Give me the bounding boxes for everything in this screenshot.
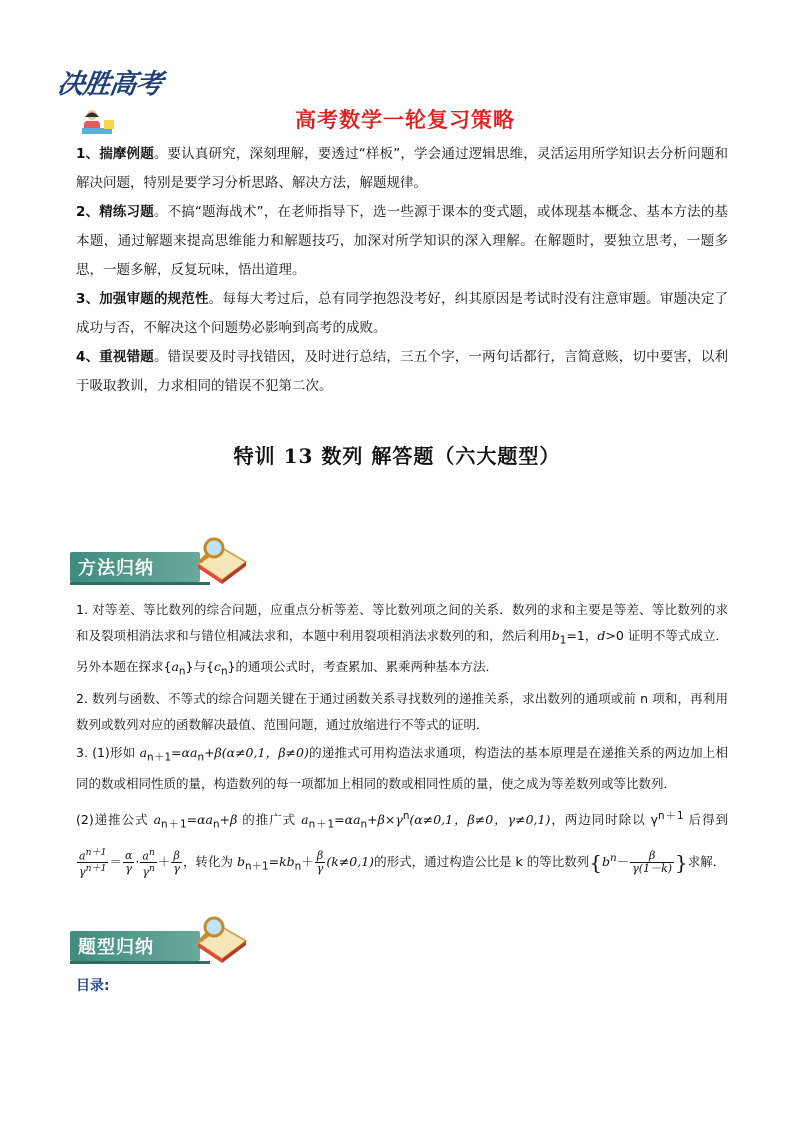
section-title: 特训 13 数列 解答题（六大题型） — [233, 444, 561, 468]
main-title: 高考数学一轮复习策略 — [295, 108, 515, 132]
tip-heading: 揣摩例题 — [99, 146, 154, 162]
tip-1 — [76, 140, 728, 198]
method-3: 3. (1)形如 $a_{n+1}=\alpha a_n+\beta(\alpha\ne 0,1$，β≠0)的递推式可用构造法求通项，构造法的基本原理是在递推关系的两边加上相同的数或相同性质的量，构造数列的每一项都加上相同的数或相同性质的量，使之成为等差数列或等比数列． — [76, 745, 728, 791]
method-4: (2)递推公式 $a_{n+1}=\alpha a_n+\beta$ 的推广式 $a_{n+1}=\alpha a_n+\beta\times\gamma^n(\alpha\ne 0,1$，β≠0，γ≠0,1)，两边同时除以 $\gamma^{n+1}$ 后得到 $\frac{a^{n+1}}{\gamma^{n+1}}$ ＝ $\frac{\alpha}{\gamma}$ · $\frac{a^n}{\gamma^n}$ ＋ $\frac{\beta}{\gamma}$ ，转化为 $b_{n+1}=kb_n+$ $\frac{\beta}{\gamma}$ (k≠0,1)的形式，通过构造公比是 k 的等比数列{$b^n-$ $\frac{\beta}{\gamma(1-k)}$ }求解． — [76, 809, 729, 879]
study-tips — [76, 140, 728, 401]
method-2: 2. 数列与函数、不等式的综合问题关键在于通过函数关系寻找数列的递推关系，求出数列的通项或前 n 项和，再利用数列或数列对应的函数解决最值、范围问题，通过放缩进行不等式的证明． — [76, 691, 728, 732]
fraction: $\frac{\beta}{\gamma(1-k)}$ — [632, 849, 673, 876]
logo-text: 决胜高考 — [55, 69, 164, 100]
tip-heading: 重视错题 — [99, 349, 154, 365]
banner-label: 题型归纳 — [78, 937, 154, 958]
tip-number: 2、 — [76, 204, 100, 220]
tip-number: 1、 — [76, 146, 100, 162]
fraction: $\frac{\alpha}{\gamma}$ — [124, 849, 133, 876]
tip-heading: 加强审题的规范性 — [99, 291, 209, 307]
fraction: $\frac{a^n}{\gamma^n}$ — [142, 846, 155, 879]
method-1: 1. 对等差、等比数列的综合问题，应重点分析等差、等比数列项之间的关系．数列的求和主要是等差、等比数列的求和及裂项相消法求和与错位相减法求和，本题中利用裂项相消法求数列的和，然后利用$b_1=1$，d>0 证明不等式成立．另外本题在探求$\{a_n\}$与$\{c_n\}$的通项公式时，考查累加、累乘两种基本方法． — [76, 602, 728, 677]
toc-label: 目录: — [76, 978, 110, 994]
book-magnifier-icon — [188, 534, 250, 588]
tip-heading: 精练习题 — [99, 204, 154, 220]
fraction: $\frac{\beta}{\gamma}$ — [316, 849, 324, 876]
banner-label: 方法归纳 — [78, 558, 154, 579]
fraction: $\frac{a^{n+1}}{\gamma^{n+1}}$ — [79, 846, 107, 879]
tip-body: 。错误要及时寻找错因，及时进行总结，三五个字，一两句话都行，言简意赅，切中要害，以利于吸取教训，力求相同的错误不犯第二次。 — [76, 349, 729, 394]
tip-body: 。每每大考过后，总有同学抱怨没考好，纠其原因是考试时没有注意审题。审题决定了成功与否，不解决这个问题势必影响到高考的成败。 — [76, 291, 729, 336]
tip-3 — [76, 285, 728, 343]
method-content — [76, 597, 728, 886]
book-magnifier-icon — [188, 913, 250, 967]
tip-2 — [76, 198, 728, 285]
tip-number: 4、 — [76, 349, 100, 365]
method-banner — [70, 546, 240, 586]
tip-number: 3、 — [76, 291, 100, 307]
tip-body: 。不搞“题海战术”，在老师指导下，选一些源于课本的变式题，或体现基本概念、基本方法的基本题，通过解题来提高思维能力和解题技巧，加深对所学知识的深入理解。在解题时，要独立思考，一题多思，一题多解，反复玩味，悟出道理。 — [76, 204, 728, 278]
fraction: $\frac{\beta}{\gamma}$ — [173, 849, 180, 876]
tip-4 — [76, 343, 728, 401]
types-banner — [70, 925, 240, 965]
tip-body: 。要认真研究，深刻理解，要透过“样板”，学会通过逻辑思维，灵活运用所学知识去分析问题和解决问题，特别是要学习分析思路、解决方法，解题规律。 — [76, 146, 728, 191]
